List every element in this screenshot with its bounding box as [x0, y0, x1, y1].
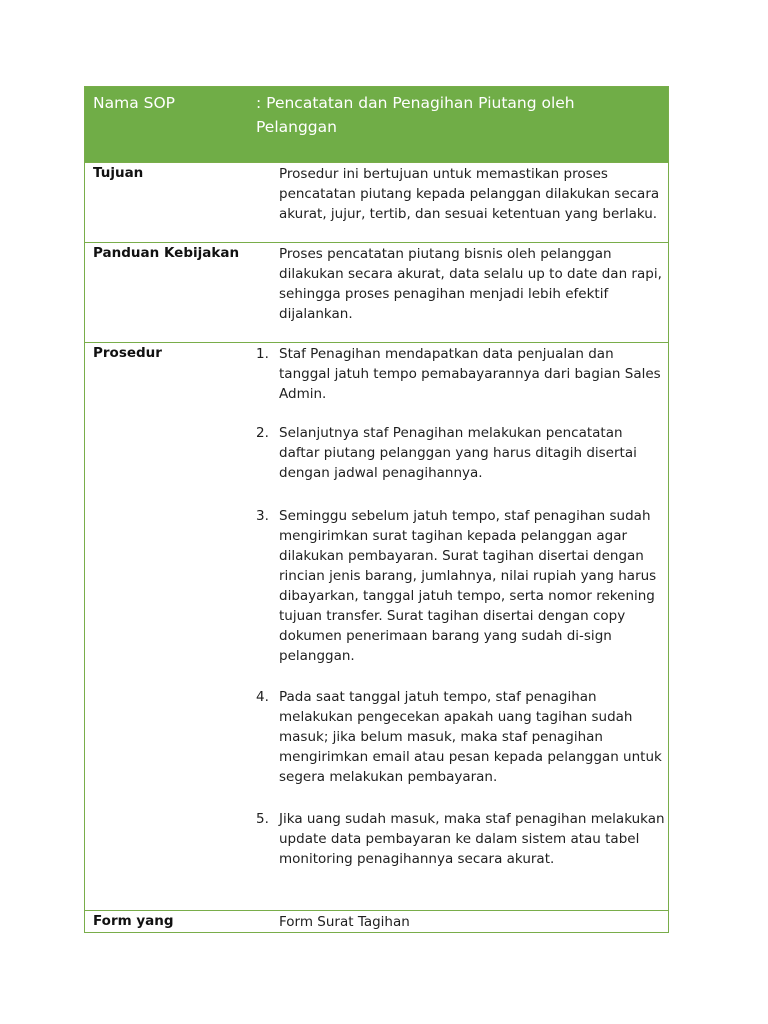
step-text: Staf Penagihan mendapatkan data penjualan dan tanggal jatuh tempo pemabayarannya dari bagian Sales Admin. — [279, 346, 661, 402]
tujuan-value: Prosedur ini bertujuan untuk memastikan proses pencatatan piutang kepada pelanggan dilakukan secara akurat, jujur, tertib, dan sesuai ketentuan yang berlaku. — [279, 166, 660, 222]
panduan-label: Panduan Kebijakan — [93, 245, 240, 261]
panduan-value: Proses pencatatan piutang bisnis oleh pelanggan dilakukan secara akurat, data selalu up to date dan rapi, sehingga proses penagihan menjadi lebih efektif dijalankan. — [279, 246, 662, 322]
step-text: Selanjutnya staf Penagihan melakukan pencatatan daftar piutang pelanggan yang harus ditagih disertai dengan jadwal penagihannya. — [279, 425, 637, 481]
step-number: 3. — [256, 508, 269, 524]
form-label: Form yang — [93, 913, 174, 929]
panduan-row — [85, 242, 668, 342]
step-number: 1. — [256, 346, 269, 362]
prosedur-row — [85, 342, 668, 910]
step-text: Seminggu sebelum jatuh tempo, staf penagihan sudah mengirimkan surat tagihan kepada pelanggan agar dilakukan pembayaran. Surat tagihan disertai dengan rincian jenis barang, jumlahnya, nilai rupiah yang harus dibayarkan, tanggal jatuh tempo, serta nomor rekening tujuan transfer. Surat tagihan disertai dengan copy dokumen penerimaan barang yang sudah di-sign pelanggan. — [279, 508, 657, 664]
prosedur-label: Prosedur — [93, 345, 162, 361]
form-value: Form Surat Tagihan — [279, 914, 410, 930]
step-text: Jika uang sudah masuk, maka staf penagihan melakukan update data pembayaran ke dalam sistem atau tabel monitoring penagihannya secara akurat. — [279, 811, 665, 867]
step-text: Pada saat tanggal jatuh tempo, staf penagihan melakukan pengecekan apakah uang tagihan sudah masuk; jika belum masuk, maka staf penagihan mengirimkan email atau pesan kepada pelanggan untuk segera melakukan pembayaran. — [279, 689, 662, 785]
tujuan-label: Tujuan — [93, 165, 144, 181]
step-number: 4. — [256, 689, 269, 705]
sop-table — [84, 86, 669, 933]
tujuan-row — [85, 162, 668, 242]
sop-name-value: : Pencatatan dan Penagihan Piutang oleh Pelanggan — [256, 94, 575, 136]
sop-name-label: Nama SOP — [93, 94, 176, 112]
sop-header-row — [85, 87, 668, 162]
step-number: 2. — [256, 425, 269, 441]
step-number: 5. — [256, 811, 269, 827]
form-row — [85, 910, 668, 932]
